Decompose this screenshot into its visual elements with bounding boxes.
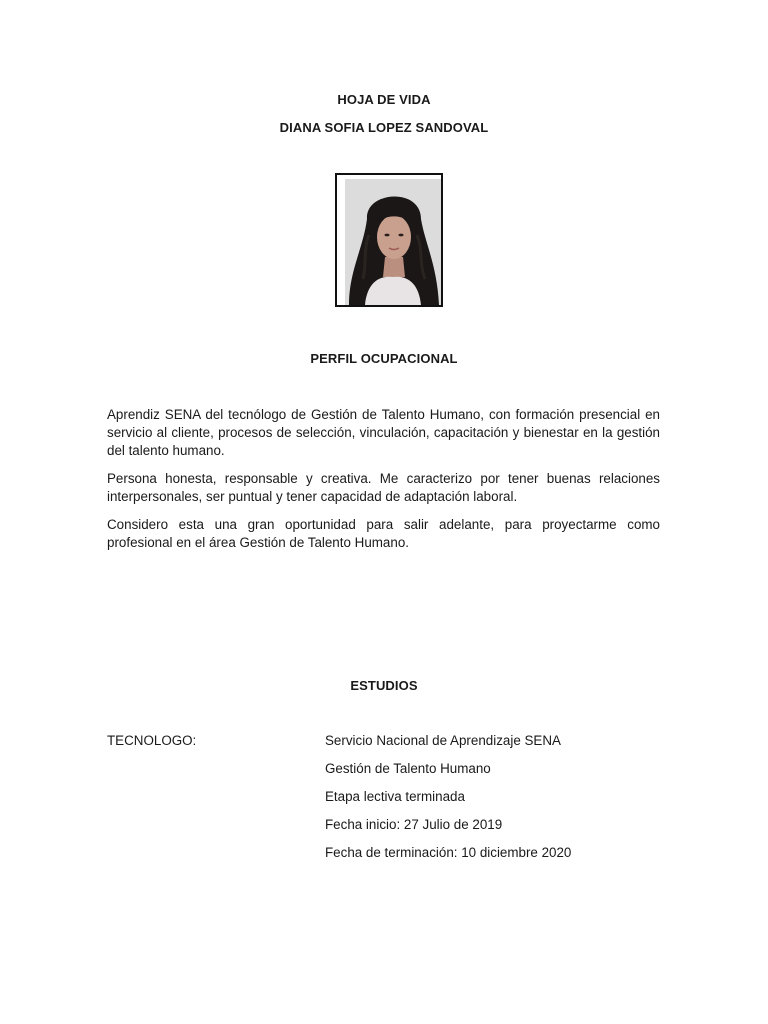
profile-photo xyxy=(335,173,443,307)
studies-details-list xyxy=(325,733,571,873)
perfil-paragraph-3: Considero esta una gran oportunidad para salir adelante, para proyectarme como profesional en el área Gestión de Talento Humano. xyxy=(107,517,660,550)
person-name: DIANA SOFIA LOPEZ SANDOVAL xyxy=(279,120,489,135)
studies-degree-label: TECNOLOGO: xyxy=(107,733,197,748)
studies-detail-item: Servicio Nacional de Aprendizaje SENA xyxy=(325,733,561,748)
section-heading-perfil: PERFIL OCUPACIONAL xyxy=(310,351,458,366)
face-shape xyxy=(377,215,411,259)
perfil-paragraph-2: Persona honesta, responsable y creativa. Me caracterizo por tener buenas relaciones interpersonales, ser puntual y tener capacidad de adaptación laboral. xyxy=(107,471,660,504)
right-eye xyxy=(398,234,403,237)
document-title: HOJA DE VIDA xyxy=(337,92,431,107)
left-eye xyxy=(384,234,389,237)
studies-detail-item: Fecha de terminación: 10 diciembre 2020 xyxy=(325,845,572,860)
neck-shape xyxy=(383,257,405,277)
studies-detail-item: Gestión de Talento Humano xyxy=(325,761,491,776)
section-heading-estudios: ESTUDIOS xyxy=(350,678,418,693)
studies-detail-item: Fecha inicio: 27 Julio de 2019 xyxy=(325,817,503,832)
perfil-paragraph-1: Aprendiz SENA del tecnólogo de Gestión de Talento Humano, con formación presencial en servicio al cliente, procesos de selección, vinculación, capacitación y bienestar en la gestión del talento humano. xyxy=(107,407,660,458)
portrait-photo-icon xyxy=(345,179,441,305)
studies-detail-item: Etapa lectiva terminada xyxy=(325,789,465,804)
